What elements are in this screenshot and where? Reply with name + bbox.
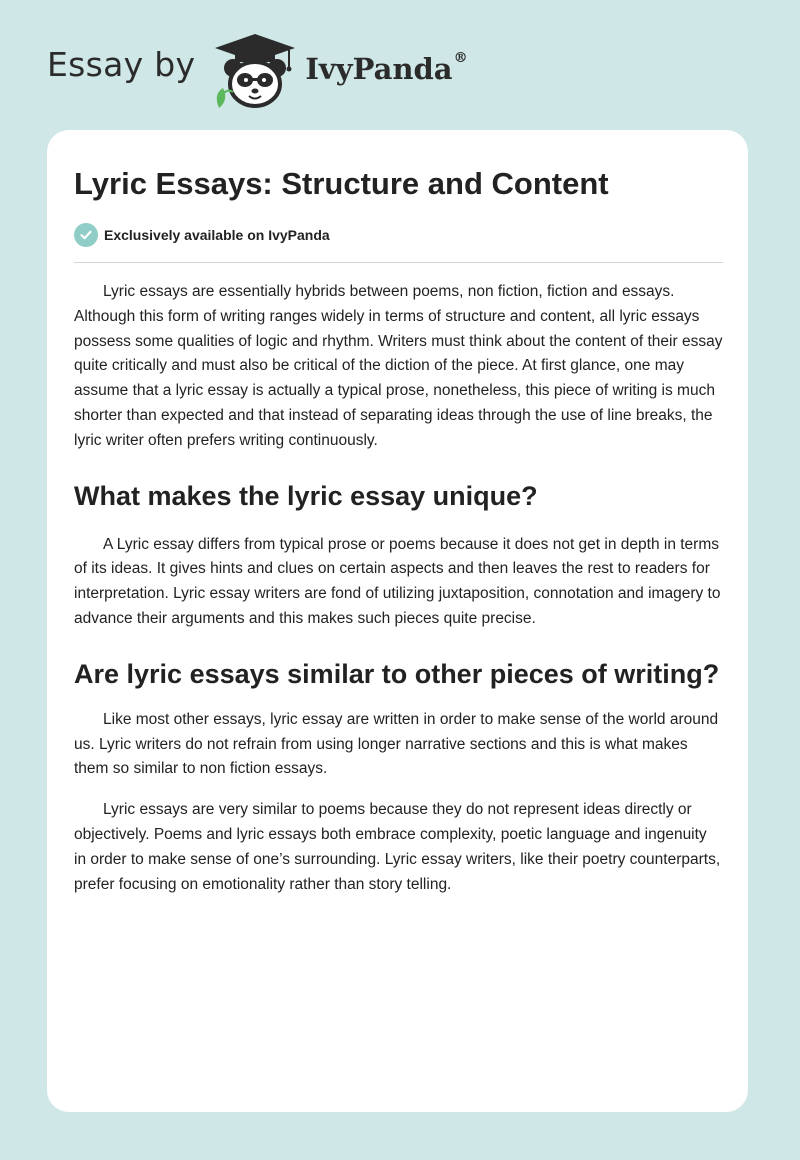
panda-logo-icon[interactable] xyxy=(209,30,301,110)
intro-paragraph: Lyric essays are essentially hybrids between poems, non fiction, fiction and essays. Although this form of writing ranges widely in terms of structure and content, all lyric essays possess some qualities of logic and rhythm. Writers must think about the content of their essay quite critically and must also be critical of the diction of the piece. At first glance, one may assume that a lyric essay is actually a typical prose, nonetheless, this piece of writing is much shorter than expected and that instead of separating ideas through the use of line breaks, the lyric writer often prefers writing continuously. xyxy=(74,283,723,449)
section-paragraph: Like most other essays, lyric essay are written in order to make sense of the world around us. Lyric writers do not refrain from using longer narrative sections and this is what makes them so similar to non fiction essays. xyxy=(74,710,719,778)
essay-content xyxy=(74,130,723,897)
section-paragraph: Lyric essays are very similar to poems because they do not represent ideas directly or objectively. Poems and lyric essays both embrace complexity, poetic language and ingenuity in order to make sense of one’s surrounding. Lyric essay writers, like their poetry counterparts, prefer focusing on emotionality rather than story telling. xyxy=(74,801,721,893)
divider xyxy=(74,262,723,263)
essay-by-label: Essay by xyxy=(47,44,196,84)
site-header xyxy=(47,30,468,110)
exclusive-badge-label: Exclusively available on IvyPanda xyxy=(104,227,330,243)
section-paragraph: A Lyric essay differs from typical prose or poems because it does not get in depth in terms of its ideas. It gives hints and clues on certain aspects and then leaves the rest to readers for interpretation. Lyric essay writers are fond of utilizing juxtaposition, connotation and imagery to advance their arguments and this makes such pieces quite precise. xyxy=(74,535,721,627)
ivypanda-wordmark: IvyPanda® xyxy=(305,50,468,86)
essay-card xyxy=(47,130,748,1112)
check-circle-icon xyxy=(74,223,98,247)
section-heading-similar: Are lyric essays similar to other pieces of writing? xyxy=(74,658,720,689)
essay-title: Lyric Essays: Structure and Content xyxy=(74,166,609,201)
section-heading-unique: What makes the lyric essay unique? xyxy=(74,480,538,511)
exclusive-badge xyxy=(74,223,723,247)
